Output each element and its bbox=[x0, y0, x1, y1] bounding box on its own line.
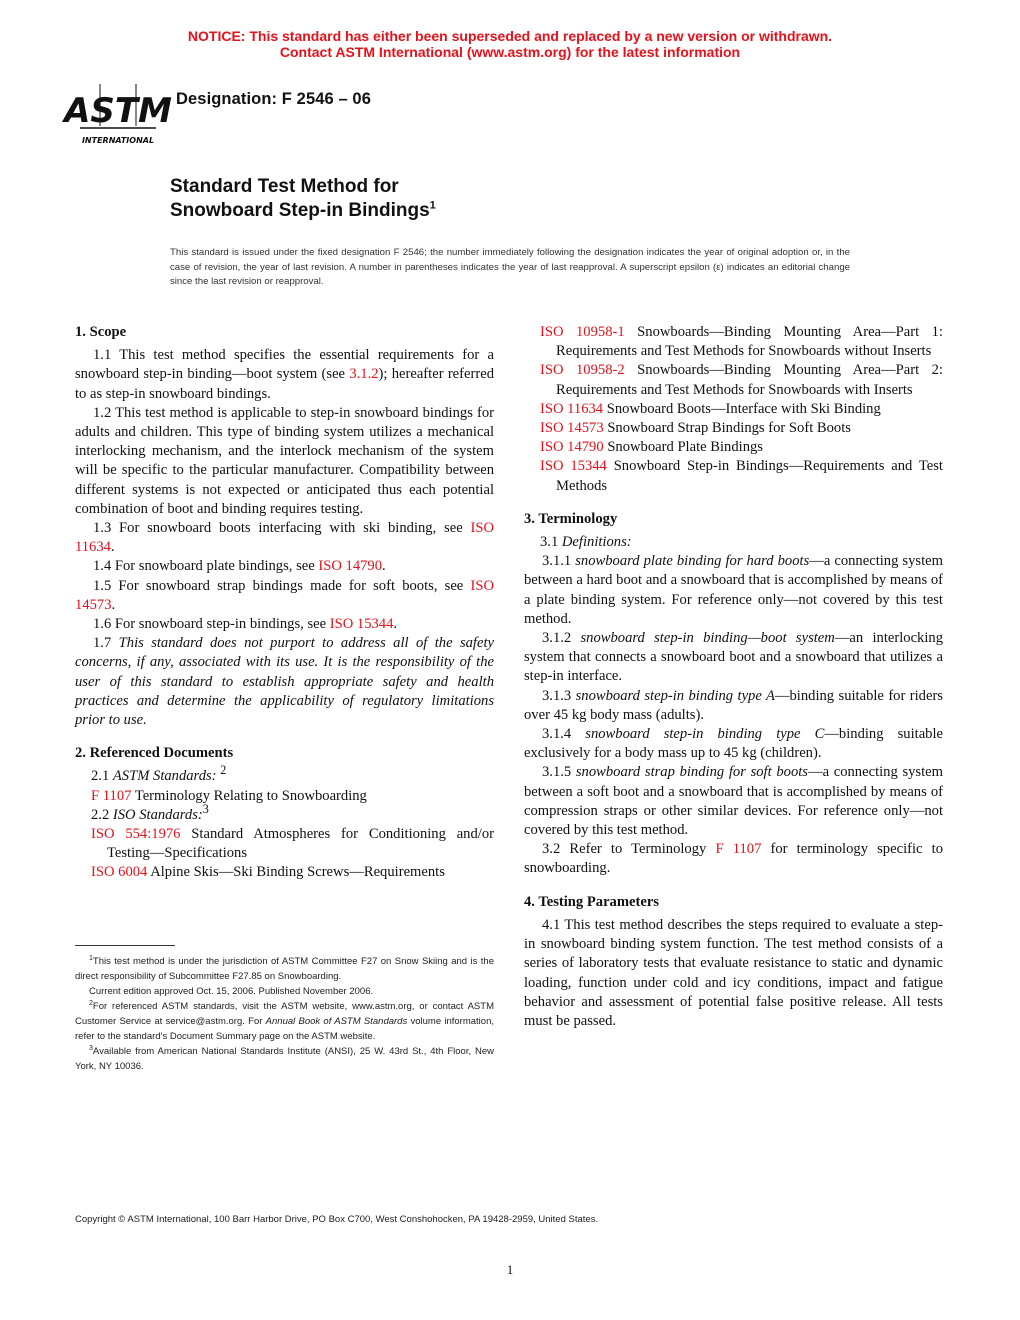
para-2-2: 2.2 ISO Standards:$^3$ bbox=[91, 802, 209, 823]
def-3-1-5: 3.1.5 snowboard strap binding for soft boots—a connecting system between a soft boot and a snowboard that is accomplished by means of compression straps or other similar devices. For reference only—not covered by this test method. bbox=[524, 764, 943, 839]
link-iso-10958-2[interactable]: ISO 10958-2 bbox=[540, 362, 625, 379]
ref-iso-15344: ISO 15344 Snowboard Step-in Bindings—Requirements and Test Methods bbox=[540, 458, 943, 494]
footnote-1: $^1$This test method is under the jurisdiction of ASTM Committee F27 on Snow Skiing and is the direct responsibility of Subcommittee F27.85 on Snowboarding. bbox=[75, 954, 494, 982]
ref-iso-14790: ISO 14790 Snowboard Plate Bindings bbox=[540, 439, 763, 456]
para-1-2: 1.2 This test method is applicable to step-in snowboard bindings for adults and children. This type of binding system utilizes a mechanical interlocking mechanism, and the interlock mechanism of the system will be specific to the particular manufacturer. Compatibility between different systems is not expected or anticipated thus each potential combination of boot and binding requires testing. bbox=[75, 404, 494, 517]
right-column bbox=[524, 323, 943, 1031]
astm-logo-subtitle: INTERNATIONAL bbox=[81, 136, 155, 145]
section-3-heading: 3. Terminology bbox=[524, 510, 618, 527]
section-2-heading: 2. Referenced Documents bbox=[75, 745, 234, 762]
link-iso-11634[interactable]: ISO 11634 bbox=[75, 520, 494, 556]
para-2-1: 2.1 ASTM Standards: $^2$ bbox=[91, 763, 227, 785]
para-3-2: 3.2 Refer to Terminology F 1107 for terminology specific to snowboarding. bbox=[524, 841, 943, 877]
para-1-5: 1.5 For snowboard strap bindings made for soft boots, see ISO 14573. bbox=[75, 577, 494, 613]
footnote-1-edition: Current edition approved Oct. 15, 2006. Published November 2006. bbox=[89, 986, 374, 997]
issue-note: This standard is issued under the fixed designation F 2546; the number immediately following the designation indicates the year of original adoption or, in the case of revision, the year of last revision. A number in parentheses indicates the year of last reapproval. A superscript epsilon (ε) indicates an editorial change since the last revision or reapproval. bbox=[170, 247, 850, 287]
para-1-4: 1.4 For snowboard plate bindings, see ISO 14790. bbox=[93, 558, 386, 575]
para-1-7: 1.7 This standard does not purport to address all of the safety concerns, if any, associated with its use. It is the responsibility of the user of this standard to establish appropriate safety and health practices and determine the applicability of regulatory limitations prior to use. bbox=[75, 635, 494, 729]
ref-iso-10958-2: ISO 10958-2 Snowboards—Binding Mounting Area—Part 2: Requirements and Test Methods for Snowboards with Inserts bbox=[540, 362, 943, 398]
left-column bbox=[75, 323, 494, 883]
designation: Designation: F 2546 – 06 bbox=[176, 90, 371, 108]
para-1-3: 1.3 For snowboard boots interfacing with ski binding, see ISO 11634. bbox=[75, 520, 494, 556]
astm-logo-letters: ASTM bbox=[64, 91, 172, 131]
def-3-1-3: 3.1.3 snowboard step-in binding type A—binding suitable for riders over 45 kg body mass (adults). bbox=[524, 687, 943, 723]
footnote-rule bbox=[75, 945, 175, 946]
link-iso-6004[interactable]: ISO 6004 bbox=[91, 864, 148, 881]
link-iso-10958-1[interactable]: ISO 10958-1 bbox=[540, 324, 625, 340]
notice-line-2: Contact ASTM International (www.astm.org) for the latest information bbox=[279, 44, 741, 60]
title-line-2: Snowboard Step-in Bindings$^1$ bbox=[170, 199, 436, 221]
link-iso-14573-ref[interactable]: ISO 14573 bbox=[540, 420, 604, 437]
section-1-heading: 1. Scope bbox=[75, 324, 127, 340]
link-f1107[interactable]: F 1107 bbox=[91, 787, 132, 804]
link-iso-554[interactable]: ISO 554:1976 bbox=[91, 826, 181, 843]
link-3-1-2[interactable]: 3.1.2 bbox=[349, 366, 379, 383]
notice-line-1: NOTICE: This standard has either been superseded and replaced by a new version or withdrawn. bbox=[187, 28, 833, 44]
title-line-1: Standard Test Method for bbox=[170, 176, 399, 197]
ref-iso-10958-1: ISO 10958-1 Snowboards—Binding Mounting Area—Part 1: Requirements and Test Methods for Snowboards without Inserts bbox=[540, 324, 943, 360]
ref-f1107: F 1107 Terminology Relating to Snowboarding bbox=[91, 787, 367, 804]
link-iso-14573[interactable]: ISO 14573 bbox=[75, 577, 494, 613]
page-number: 1 bbox=[506, 1262, 514, 1277]
para-1-6: 1.6 For snowboard step-in bindings, see ISO 15344. bbox=[93, 616, 398, 633]
link-f1107-terminology[interactable]: F 1107 bbox=[715, 841, 762, 858]
ref-iso-14573: ISO 14573 Snowboard Strap Bindings for Soft Boots bbox=[540, 420, 851, 437]
footnote-2: $^2$For referenced ASTM standards, visit the ASTM website, www.astm.org, or contact ASTM Customer Service at service@astm.org. For Annual Book of ASTM Standards volume information, refer to the standard’s Document Summary page on the ASTM website. bbox=[75, 999, 494, 1042]
link-iso-15344-ref[interactable]: ISO 15344 bbox=[540, 458, 607, 475]
def-3-1-2: 3.1.2 snowboard step-in binding—boot system—an interlocking system that connects a snowboard boot and a snowboard that utilizes a step-in interface. bbox=[524, 630, 943, 685]
section-4-heading: 4. Testing Parameters bbox=[524, 893, 659, 910]
link-iso-14790[interactable]: ISO 14790 bbox=[318, 558, 383, 575]
ref-iso-11634: ISO 11634 Snowboard Boots—Interface with Ski Binding bbox=[540, 400, 881, 417]
copyright: Copyright © ASTM International, 100 Barr Harbor Drive, PO Box C700, West Conshohocken, PA 19428-2959, United States. bbox=[75, 1214, 599, 1225]
footnote-3: $^3$Available from American National Standards Institute (ANSI), 25 W. 43rd St., 4th Floor, New York, NY 10036. bbox=[75, 1044, 494, 1072]
astm-logo bbox=[64, 78, 172, 150]
footnotes bbox=[75, 954, 494, 1074]
para-3-1: 3.1 Definitions: bbox=[540, 534, 632, 551]
link-iso-15344[interactable]: ISO 15344 bbox=[329, 616, 394, 633]
link-iso-11634-ref[interactable]: ISO 11634 bbox=[540, 400, 604, 417]
def-3-1-1: 3.1.1 snowboard plate binding for hard boots—a connecting system between a hard boot and a snowboard that is accomplished by means of a plate binding system. For reference only—not covered by this test method. bbox=[524, 553, 943, 627]
ref-iso-554: ISO 554:1976 Standard Atmospheres for Conditioning and/or Testing—Specifications bbox=[91, 826, 494, 862]
para-4-1: 4.1 This test method describes the steps required to evaluate a step-in snowboard binding system function. The test method consists of a series of laboratory tests that evaluate resistance to static and dynamic loading, function under cold and icy conditions, impact and fatigue behavior and assessment of potential false positive release. All tests must be passed. bbox=[524, 916, 943, 1029]
link-iso-14790-ref[interactable]: ISO 14790 bbox=[540, 439, 604, 456]
def-3-1-4: 3.1.4 snowboard step-in binding type C—binding suitable exclusively for a body mass up to 45 kg (children). bbox=[524, 726, 943, 762]
para-1-1: 1.1 This test method specifies the essential requirements for a snowboard step-in binding—boot system (see 3.1.2); hereafter referred to as step-in snowboard bindings. bbox=[75, 347, 494, 402]
ref-iso-6004: ISO 6004 Alpine Skis—Ski Binding Screws—Requirements bbox=[91, 864, 445, 881]
